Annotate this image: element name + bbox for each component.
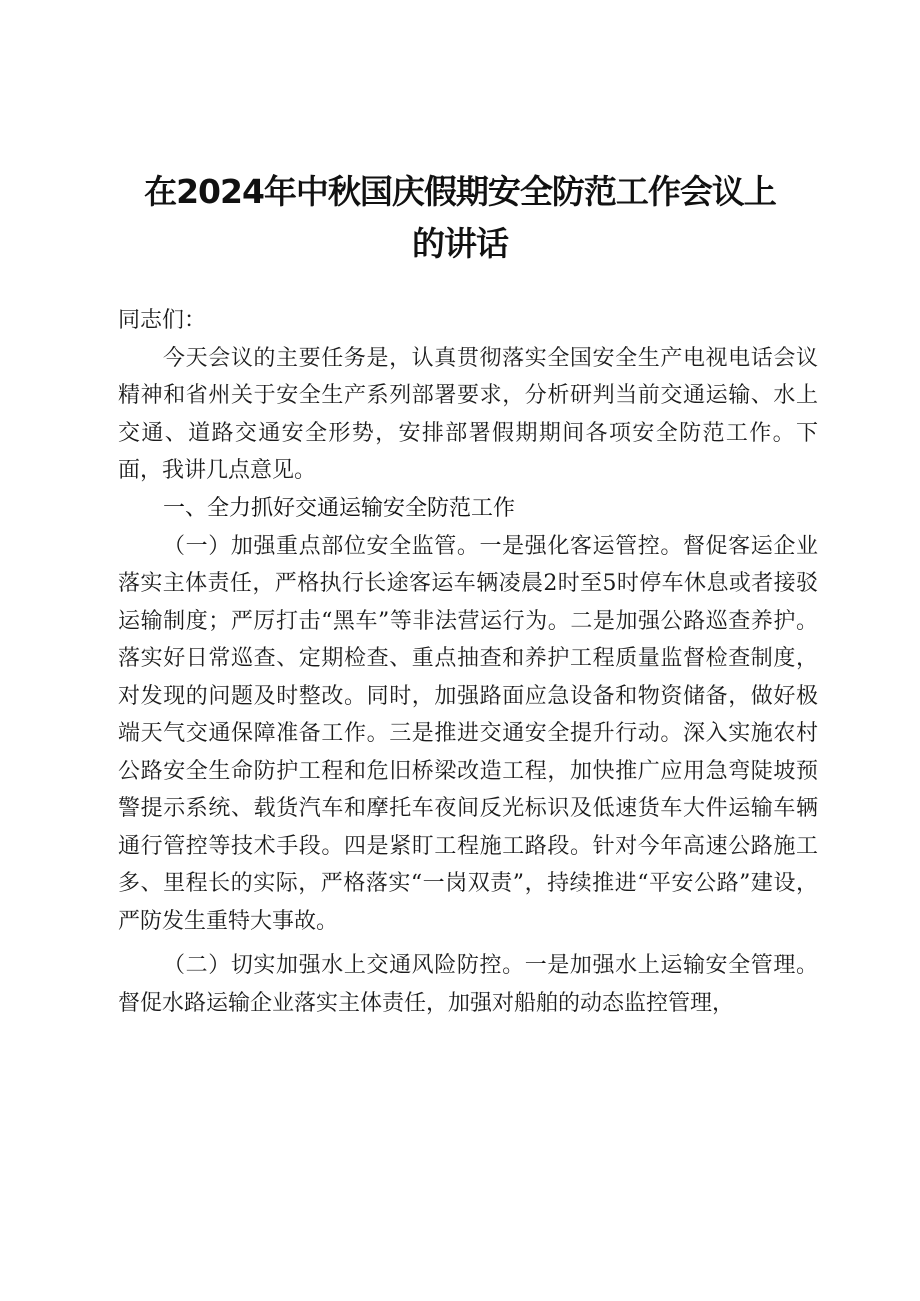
paragraph-2: （二）切实加强水上交通风险防控。一是加强水上运输安全管理。督促水路运输企业落实主体责任，加强对船舶的动态监控管理， <box>118 953 818 1016</box>
paragraph-1: （一）加强重点部位安全监管。一是强化客运管控。督促客运企业落实主体责任，严格执行长途客运车辆凌晨2时至5时停车休息或者接驳运输制度；严厉打击“黑车”等非法营运行为。二是加强公路巡查养护。落实好日常巡查、定期检查、重点抽查和养护工程质量监督检查制度，对发现的问题及时整改。同时，加强路面应急设备和物资储备，做好极端天气交通保障准备工作。三是推进交通安全提升行动。深入实施农村公路安全生命防护工程和危旧桥梁改造工程，加快推广应用急弯陡坡预警提示系统、载货汽车和摩托车夜间反光标识及低速货车大件运输车辆通行管控等技术手段。四是紧盯工程施工路段。针对今年高速公路施工多、里程长的实际，严格落实“一岗双责”，持续推进“平安公路”建设，严防发生重特大事故。 <box>118 533 818 934</box>
section-heading-1: 一、全力抓好交通运输安全防范工作 <box>163 495 516 521</box>
document-body <box>118 302 818 1022</box>
document-title-line-1: 在2024年中秋国庆假期安全防范工作会议上 <box>144 172 776 211</box>
greeting: 同志们： <box>118 308 207 333</box>
intro-paragraph: 今天会议的主要任务是，认真贯彻落实全国安全生产电视电话会议精神和省州关于安全生产系列部署要求，分析研判当前交通运输、水上交通、道路交通安全形势，安排部署假期期间各项安全防范工作。下面，我讲几点意见。 <box>118 345 818 483</box>
document-title-line-2: 的讲话 <box>412 224 508 263</box>
